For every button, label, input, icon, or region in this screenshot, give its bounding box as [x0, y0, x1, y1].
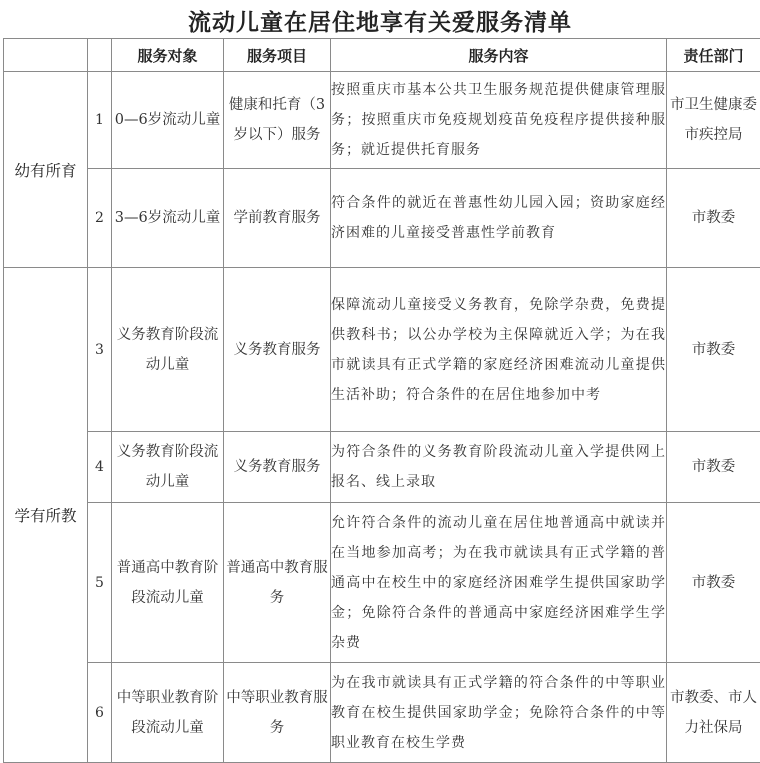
service-item: 普通高中教育服务 — [224, 503, 331, 663]
row-number: 3 — [88, 268, 112, 432]
category-preschool: 幼有所育 — [4, 72, 88, 268]
responsible-department: 市教委 — [667, 268, 760, 432]
service-content: 为在我市就读具有正式学籍的符合条件的中等职业教育在校生提供国家助学金；免除符合条件的中等职业教育在校生学费 — [331, 663, 667, 763]
service-item: 义务教育服务 — [224, 268, 331, 432]
row-number: 5 — [88, 503, 112, 663]
table-row — [4, 169, 760, 268]
header-number — [88, 39, 112, 72]
table-header-row — [4, 39, 760, 72]
table-row — [4, 503, 760, 663]
header-content: 服务内容 — [331, 39, 667, 72]
row-number: 6 — [88, 663, 112, 763]
table-row — [4, 663, 760, 763]
service-content: 允许符合条件的流动儿童在居住地普通高中就读并在当地参加高考；为在我市就读具有正式学籍的普通高中在校生中的家庭经济困难学生提供国家助学金；免除符合条件的普通高中家庭经济困难学生学杂费 — [331, 503, 667, 663]
row-number: 4 — [88, 432, 112, 503]
service-target: 中等职业教育阶段流动儿童 — [112, 663, 224, 763]
service-content: 符合条件的就近在普惠性幼儿园入园；资助家庭经济困难的儿童接受普惠性学前教育 — [331, 169, 667, 268]
service-table — [3, 38, 760, 763]
responsible-department: 市教委 — [667, 503, 760, 663]
table-row — [4, 432, 760, 503]
table-row — [4, 72, 760, 169]
service-target: 0—6岁流动儿童 — [112, 72, 224, 169]
service-target: 普通高中教育阶段流动儿童 — [112, 503, 224, 663]
service-target: 3—6岁流动儿童 — [112, 169, 224, 268]
responsible-department: 市卫生健康委市疾控局 — [667, 72, 760, 169]
row-number: 1 — [88, 72, 112, 169]
header-category — [4, 39, 88, 72]
header-department: 责任部门 — [667, 39, 760, 72]
service-target: 义务教育阶段流动儿童 — [112, 432, 224, 503]
header-target: 服务对象 — [112, 39, 224, 72]
service-target: 义务教育阶段流动儿童 — [112, 268, 224, 432]
header-item: 服务项目 — [224, 39, 331, 72]
table-row — [4, 268, 760, 432]
responsible-department: 市教委 — [667, 432, 760, 503]
responsible-department: 市教委、市人力社保局 — [667, 663, 760, 763]
service-item: 健康和托育（3岁以下）服务 — [224, 72, 331, 169]
row-number: 2 — [88, 169, 112, 268]
service-item: 中等职业教育服务 — [224, 663, 331, 763]
service-item: 义务教育服务 — [224, 432, 331, 503]
service-content: 保障流动儿童接受义务教育，免除学杂费，免费提供教科书；以公办学校为主保障就近入学；为在我市就读具有正式学籍的家庭经济困难流动儿童提供生活补助；符合条件的在居住地参加中考 — [331, 268, 667, 432]
service-content: 按照重庆市基本公共卫生服务规范提供健康管理服务；按照重庆市免疫规划疫苗免疫程序提供接种服务；就近提供托育服务 — [331, 72, 667, 169]
service-item: 学前教育服务 — [224, 169, 331, 268]
page-title: 流动儿童在居住地享有关爱服务清单 — [0, 4, 760, 37]
category-education: 学有所教 — [4, 268, 88, 763]
responsible-department: 市教委 — [667, 169, 760, 268]
service-content: 为符合条件的义务教育阶段流动儿童入学提供网上报名、线上录取 — [331, 432, 667, 503]
